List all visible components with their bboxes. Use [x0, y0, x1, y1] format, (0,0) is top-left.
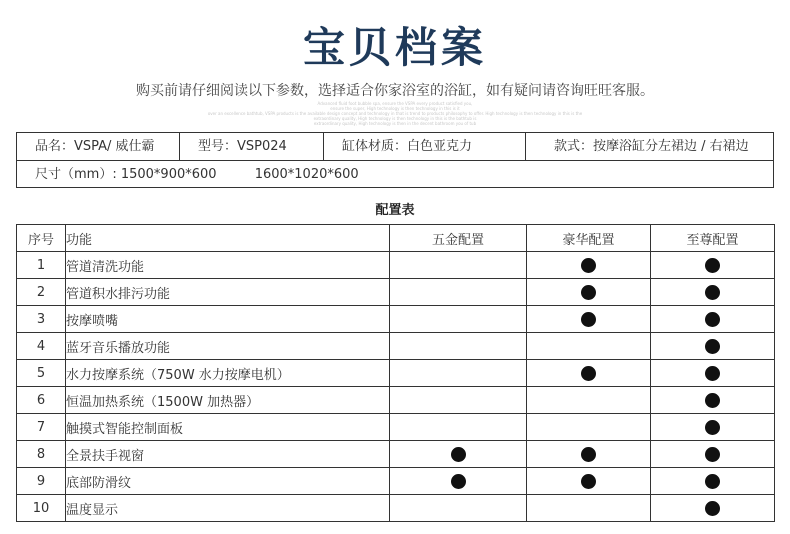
included-dot-icon: [705, 420, 720, 435]
row-index: 8: [17, 441, 66, 468]
row-index: 5: [17, 360, 66, 387]
mark-cell-premium: [651, 279, 775, 306]
included-dot-icon: [705, 258, 720, 273]
mark-cell-premium: [651, 306, 775, 333]
mark-cell-premium: [651, 414, 775, 441]
row-feature: 蓝牙音乐播放功能: [66, 333, 390, 360]
mark-cell-premium: [651, 333, 775, 360]
row-feature: 水力按摩系统（750W 水力按摩电机）: [66, 360, 390, 387]
included-dot-icon: [705, 393, 720, 408]
mark-cell-deluxe: [527, 306, 651, 333]
table-row: [17, 468, 775, 495]
mark-cell-deluxe: [527, 495, 651, 522]
spec-size-alt: 1600*1020*600: [254, 167, 359, 182]
row-index: 2: [17, 279, 66, 306]
row-feature: 管道清洗功能: [66, 252, 390, 279]
spec-row: [17, 133, 773, 161]
mark-cell-basic: [390, 252, 527, 279]
mark-cell-deluxe: [527, 360, 651, 387]
mark-cell-basic: [390, 468, 527, 495]
config-header-row: [17, 225, 775, 252]
row-index: 7: [17, 414, 66, 441]
table-row: [17, 441, 775, 468]
mark-cell-basic: [390, 414, 527, 441]
fine-print-line: over an excellence bathtub, VSPA products is the available design concept and technology in that is trend to products philosophy to offer. High technology is then technology in this is the: [207, 111, 583, 116]
included-dot-icon: [581, 474, 596, 489]
row-feature: 触摸式智能控制面板: [66, 414, 390, 441]
mark-cell-basic: [390, 306, 527, 333]
mark-cell-premium: [651, 360, 775, 387]
mark-cell-basic: [390, 387, 527, 414]
row-index: 4: [17, 333, 66, 360]
fine-print-line: extraordinary quality, High technology is then in the decent bathroom you of tub: [313, 121, 477, 126]
included-dot-icon: [705, 366, 720, 381]
included-dot-icon: [581, 258, 596, 273]
fine-print-line: Advanced fluid foot bubble spa, ensure the VSPA every product satisfied you,: [317, 101, 473, 106]
spec-box: [16, 132, 774, 188]
mark-cell-premium: [651, 252, 775, 279]
fine-print: [120, 101, 670, 126]
header-index: 序号: [17, 225, 66, 252]
mark-cell-deluxe: [527, 333, 651, 360]
table-row: [17, 252, 775, 279]
spec-product-name: 品名：VSPA/ 威仕霸: [17, 133, 180, 160]
page-subtitle: 购买前请仔细阅读以下参数，选择适合你家浴室的浴缸，如有疑问请咨询旺旺客服。: [136, 83, 654, 99]
mark-cell-basic: [390, 333, 527, 360]
row-feature: 全景扶手视窗: [66, 441, 390, 468]
fine-print-line: ensure the super, High technology is then technology in this is it: [330, 106, 460, 111]
included-dot-icon: [581, 366, 596, 381]
mark-cell-basic: [390, 441, 527, 468]
mark-cell-premium: [651, 441, 775, 468]
mark-cell-basic: [390, 495, 527, 522]
row-feature: 温度显示: [66, 495, 390, 522]
mark-cell-basic: [390, 360, 527, 387]
spec-size-primary: 尺寸（mm）: 1500*900*600: [35, 167, 217, 182]
mark-cell-deluxe: [527, 441, 651, 468]
included-dot-icon: [705, 312, 720, 327]
mark-cell-premium: [651, 495, 775, 522]
table-row: [17, 333, 775, 360]
config-table: [16, 224, 775, 522]
included-dot-icon: [705, 447, 720, 462]
row-index: 3: [17, 306, 66, 333]
table-row: [17, 360, 775, 387]
mark-cell-deluxe: [527, 279, 651, 306]
included-dot-icon: [705, 285, 720, 300]
mark-cell-deluxe: [527, 387, 651, 414]
fine-print-line: extraordinary quality, High technology is then technology in this is the bathtub is: [313, 116, 477, 121]
config-table-title: 配置表: [375, 203, 415, 218]
row-index: 10: [17, 495, 66, 522]
mark-cell-deluxe: [527, 468, 651, 495]
spec-style: 款式：按摩浴缸分左裙边 / 右裙边: [554, 139, 749, 154]
header-basic: 五金配置: [390, 225, 527, 252]
mark-cell-deluxe: [527, 252, 651, 279]
spec-material: 缸体材质：白色亚克力: [324, 133, 526, 160]
row-index: 1: [17, 252, 66, 279]
mark-cell-deluxe: [527, 414, 651, 441]
mark-cell-premium: [651, 468, 775, 495]
row-feature: 恒温加热系统（1500W 加热器）: [66, 387, 390, 414]
mark-cell-basic: [390, 279, 527, 306]
included-dot-icon: [451, 474, 466, 489]
table-row: [17, 279, 775, 306]
page-title: 宝贝档案: [302, 23, 487, 72]
row-feature: 管道积水排污功能: [66, 279, 390, 306]
table-row: [17, 495, 775, 522]
included-dot-icon: [705, 474, 720, 489]
included-dot-icon: [705, 501, 720, 516]
row-feature: 底部防滑纹: [66, 468, 390, 495]
table-row: [17, 387, 775, 414]
included-dot-icon: [581, 312, 596, 327]
header-feature: 功能: [66, 225, 390, 252]
header-deluxe: 豪华配置: [527, 225, 651, 252]
row-feature: 按摩喷嘴: [66, 306, 390, 333]
table-row: [17, 414, 775, 441]
included-dot-icon: [451, 447, 466, 462]
row-index: 6: [17, 387, 66, 414]
table-row: [17, 306, 775, 333]
included-dot-icon: [705, 339, 720, 354]
header-premium: 至尊配置: [651, 225, 775, 252]
mark-cell-premium: [651, 387, 775, 414]
spec-size: [35, 161, 359, 188]
included-dot-icon: [581, 447, 596, 462]
row-index: 9: [17, 468, 66, 495]
included-dot-icon: [581, 285, 596, 300]
spec-model: 型号：VSP024: [180, 133, 324, 160]
